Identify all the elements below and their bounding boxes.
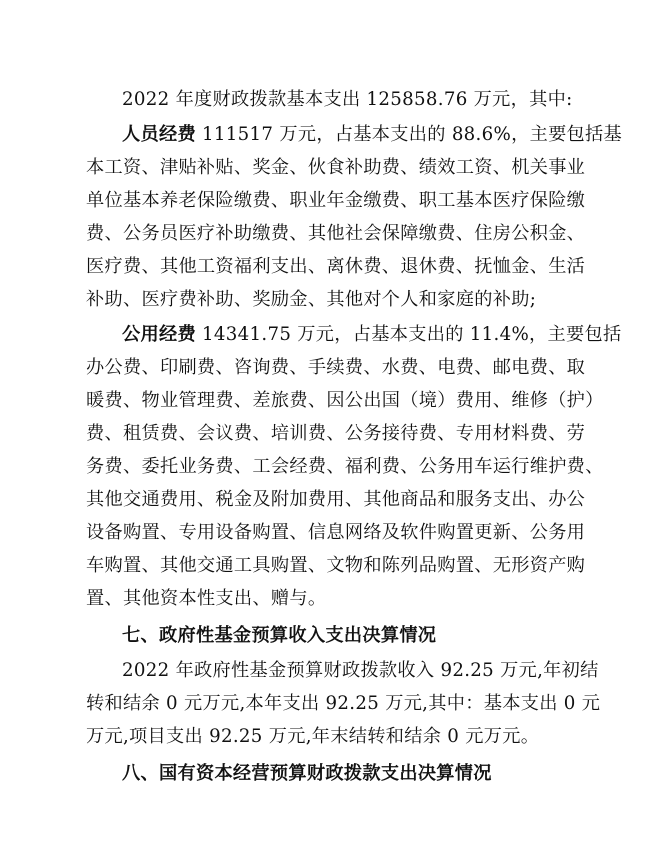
public-line-4: 费、租赁费、会议费、培训费、公务接待费、专用材料费、劳 bbox=[86, 423, 586, 444]
public-line-1 bbox=[86, 318, 622, 351]
personnel-line-5: 医疗费、其他工资福利支出、离休费、退休费、抚恤金、生活 bbox=[86, 256, 586, 277]
fund-line-1: 2022 年政府性基金预算财政拨款收入 92.25 万元,年初结 bbox=[122, 660, 599, 681]
section-heading-8: 八、国有资本经营预算财政拨款支出决算情况 bbox=[122, 763, 492, 784]
public-line-9: 置、其他资本性支出、赠与。 bbox=[86, 588, 327, 609]
personnel-line-6: 补助、医疗费补助、奖励金、其他对个人和家庭的补助; bbox=[86, 289, 537, 310]
personnel-label: 人员经费 bbox=[122, 124, 196, 145]
personnel-line-2: 本工资、津贴补贴、奖金、伙食补助费、绩效工资、机关事业 bbox=[86, 157, 586, 178]
public-line-3: 暖费、物业管理费、差旅费、因公出国（境）费用、维修（护） bbox=[86, 390, 604, 411]
personnel-paragraph bbox=[86, 118, 623, 316]
fund-line-2: 转和结余 0 元万元,本年支出 92.25 万元,其中：基本支出 0 元 bbox=[86, 693, 601, 714]
public-line-5: 务费、委托业务费、工会经费、福利费、公务用车运行维护费、 bbox=[86, 456, 604, 477]
section-heading-7: 七、政府性基金预算收入支出决算情况 bbox=[122, 625, 437, 646]
public-line-7: 设备购置、专用设备购置、信息网络及软件购置更新、公务用 bbox=[86, 522, 586, 543]
fund-paragraph bbox=[86, 654, 601, 753]
public-paragraph bbox=[86, 318, 622, 615]
personnel-text-1: 111517 万元，占基本支出的 88.6%，主要包括基 bbox=[195, 124, 623, 145]
personnel-line-3: 单位基本养老保险缴费、职业年金缴费、职工基本医疗保险缴 bbox=[86, 190, 586, 211]
public-line-6: 其他交通费用、税金及附加费用、其他商品和服务支出、办公 bbox=[86, 489, 586, 510]
public-line-8: 车购置、其他交通工具购置、文物和陈列品购置、无形资产购 bbox=[86, 555, 586, 576]
public-text-1: 14341.75 万元，占基本支出的 11.4%，主要包括 bbox=[195, 324, 622, 345]
personnel-line-1 bbox=[86, 118, 623, 151]
intro-line: 2022 年度财政拨款基本支出 125858.76 万元，其中: bbox=[122, 89, 573, 110]
public-label: 公用经费 bbox=[122, 324, 196, 345]
public-line-2: 办公费、印刷费、咨询费、手续费、水费、电费、邮电费、取 bbox=[86, 357, 586, 378]
personnel-line-4: 费、公务员医疗补助缴费、其他社会保障缴费、住房公积金、 bbox=[86, 223, 586, 244]
fund-line-3: 万元,项目支出 92.25 万元,年末结转和结余 0 元万元。 bbox=[86, 726, 540, 747]
document-page bbox=[86, 83, 623, 790]
